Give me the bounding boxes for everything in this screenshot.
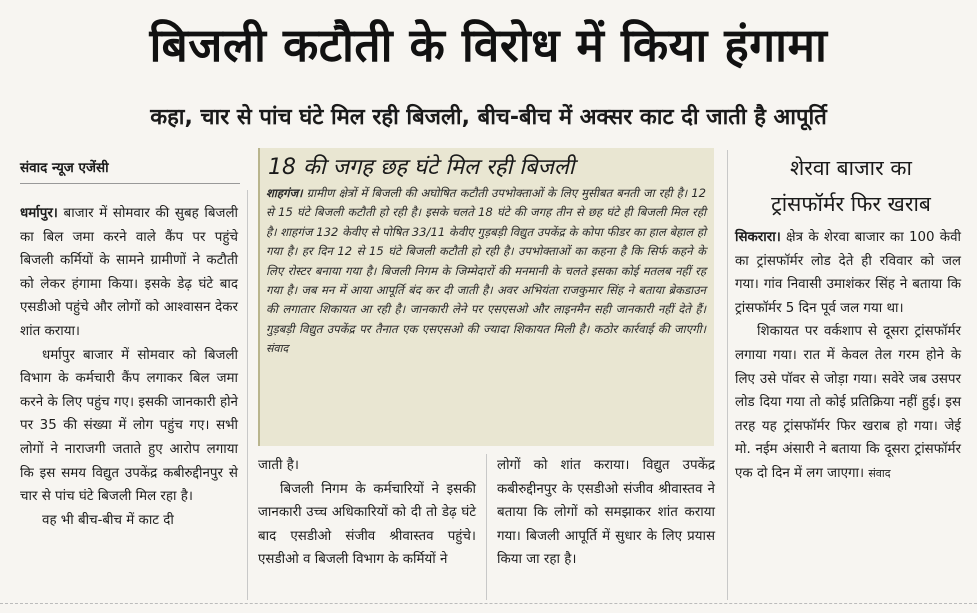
column-divider <box>247 190 248 600</box>
paragraph-text: ग्रामीण क्षेत्रों में बिजली की अघोषित कटौती उपभोक्ताओं के लिए मुसीबत बनती जा रही है। 12 से 15 घंटे बिजली कटौती हो रही है। इसके चलते 18 घंटे की जगह तीन से छह घंटे ही बिजली मिल रही है। शाहगंज 132 केवीए से पोषित 33/11 केवीए गुड़बड़ी विद्युत उपकेंद्र के कोपा फीडर का हाल बेहाल हो गया है। हर दिन 12 से 15 घंटे बिजली कटौती हो रही है। उपभोक्ताओं का कहना है कि सिर्फ कहने के लिए रोस्टर बनाया गया है। बिजली निगम के जिम्मेदारों की मनमानी के चलते इसका कोई मतलब नहीं रह गया है। जब मन में आया आपूर्ति बंद कर दी जाती है। अवर अभियंता राजकुमार सिंह ने बताया ब्रेकडाउन की लगातार शिकायत आ रही है। जानकारी लेने पर एसएसओ और लाइनमैन सही जानकारी नहीं देते हैं। गुड़बड़ी विद्युत उपकेंद्र पर तैनात एक एसएसओ की ज्यादा शिकायत मिली है। कठोर कार्रवाई की जाएगी। <box>266 186 706 336</box>
byline: संवाद न्यूज एजेंसी <box>20 160 109 176</box>
paragraph: वह भी बीच-बीच में काट दी <box>42 512 174 528</box>
side-story-title-line: ट्रांसफॉर्मर फिर खराब <box>771 192 931 216</box>
dateline-place: सिकरारा। <box>735 230 781 245</box>
subheadline: कहा, चार से पांच घंटे मिल रही बिजली, बीच-बीच में अक्सर काट दी जाती है आपूर्ति <box>150 105 827 130</box>
main-story-column-3 <box>497 454 715 572</box>
paragraph: धर्मापुर बाजार में सोमवार को बिजली विभाग के कर्मचारी कैंप लगाकर बिल जमा करने के लिए पहुंच गए। इसकी जानकारी होने पर 35 की संख्या में लोग पहुंच गए। सभी लोगों ने नाराजगी जताते हुए आरोप लगाया कि इस समय विद्युत उपकेंद्र कबीरुद्दीनपुर से चार से पांच घंटे बिजली मिल रहा है। <box>20 347 238 505</box>
paragraph <box>735 226 961 320</box>
main-story-column-1 <box>20 202 238 532</box>
paragraph: जाती है। <box>258 458 299 473</box>
dateline-place: धर्मापुर। <box>20 206 58 221</box>
paragraph: लोगों को शांत कराया। विद्युत उपकेंद्र कबीरुद्दीनपुर के एसडीओ संजीव श्रीवास्तव ने बताया कि लोगों को समझाकर शांत कराया गया। बिजली आपूर्ति में सुधार के लिए प्रयास किया जा रहा है। <box>497 458 715 568</box>
paragraph-text: शिकायत पर वर्कशाप से दूसरा ट्रांसफॉर्मर लगाया गया। रात में केवल तेल गरम होने के लिए उसे पॉवर से जोड़ा गया। सवेरे जब उसपर लोड दिया गया तो कोई प्रतिक्रिया नहीं हुई। इस तरह यह ट्रांसफॉर्मर फिर खराब हो गया। जेई मो. नईम अंसारी ने बताया कि दूसरा ट्रांसफॉर्मर एक दो दिन में लग जाएगा। <box>735 324 961 481</box>
paragraph-text: बाजार में सोमवार की सुबह बिजली का बिल जमा करने वाले कैंप पर पहुंचे बिजली कर्मियों के सामने ग्रामीणों ने कटौती को लेकर हंगामा किया। इसके डेढ़ घंटे बाद एसडीओ पहुंचे और लोगों को आश्वासन देकर शांत कराया। <box>20 206 238 339</box>
headline: बिजली कटौती के विरोध में किया हंगामा <box>149 18 828 72</box>
paragraph <box>266 184 706 359</box>
column-divider <box>727 150 728 600</box>
paragraph: बिजली निगम के कर्मचारियों ने इसकी जानकारी उच्च अधिकारियों को दी तो डेढ़ घंटे बाद एसडीओ संजीव श्रीवास्तव पहुंचे। एसडीओ व बिजली विभाग के कर्मियों ने <box>258 481 476 568</box>
paragraph-text: क्षेत्र के शेरवा बाजार का 100 केवी का ट्रांसफॉर्मर लोड देते ही रविवार को जल गया। गांव निवासी उमाशंकर सिंह ने बताया कि ट्रांसफॉर्मर 5 दिन पूर्व जल गया था। <box>735 230 961 316</box>
main-story-column-2 <box>258 454 476 572</box>
page-bottom-rule <box>0 603 977 604</box>
boxout-title: 18 की जगह छह घंटे मिल रही बिजली <box>268 155 575 180</box>
boxout-body <box>266 184 706 359</box>
byline-divider <box>20 183 240 184</box>
column-divider <box>486 454 487 600</box>
source-credit: संवाद <box>266 342 289 356</box>
side-story-body <box>735 226 961 486</box>
source-credit: संवाद <box>868 466 891 480</box>
side-story-title <box>740 150 962 222</box>
paragraph <box>735 320 961 485</box>
side-story-title-line: शेरवा बाजार का <box>790 156 912 180</box>
paragraph <box>20 202 238 344</box>
dateline-place: शाहगंज। <box>266 186 303 200</box>
